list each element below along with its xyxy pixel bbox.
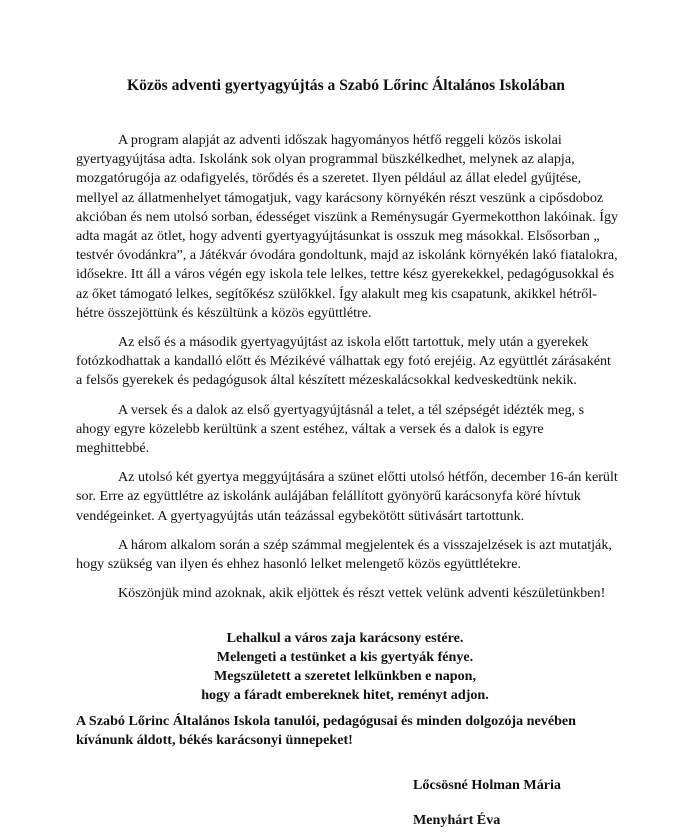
paragraph-first-candles: Az első és a második gyertyagyújtást az iskola előtt tartottuk, mely után a gyerekek fotózkodhattak a kandalló előtt és Mézikévé válhattak egy fotó erejéig. Az együttlét zárásaként a felsős gyerekek és pedagógusok által készített mézeskalácsokkal kedveskedtünk nekik. <box>76 334 611 389</box>
paragraph-poems-songs: A versek és a dalok az első gyertyagyújtásnál a telet, a tél szépségét idézték meg, s ahogy egyre közelebb kerültünk a szent estéhez, váltak a versek és a dalok is egyre meghittebbé. <box>76 401 585 457</box>
poem-line: hogy a fáradt embereknek hitet, reményt adjon. <box>201 687 489 703</box>
document-body <box>76 131 620 613</box>
paragraph-thanks: Köszönjük mind azoknak, akik eljöttek és részt vettek velünk adventi készületünkben! <box>118 585 606 602</box>
paragraph-last-candles: Az utolsó két gyertya meggyújtására a szünet előtti utolsó hétfőn, december 16-án került sor. Erre az együttlétre az iskolánk aulájában felállított gyönyörű karácsonyfa köré hívtuk vendégeinket. A gyertyagyújtás után teázással egybekötött sütivásárt tartottunk. <box>76 469 618 524</box>
document-title: Közös adventi gyertyagyújtás a Szabó Lőrinc Általános Iskolában <box>127 77 565 94</box>
paragraph-feedback: A három alkalom során a szép számmal megjelentek és a visszajelzések is azt mutatják, hogy szükség van ilyen és ehhez hasonló lelket melengető közös együttlétekre. <box>76 536 612 573</box>
poem-line: Megszületett a szeretet lelkünkben e napon, <box>213 668 476 684</box>
signature-author-1: Lőcsösné Holman Mária <box>413 777 561 793</box>
signature-author-2: Menyhárt Éva <box>413 812 501 828</box>
poem-line: Melengeti a testünket a kis gyertyák fénye. <box>216 649 474 665</box>
paragraph-intro: A program alapját az adventi időszak hagyományos hétfő reggeli közös iskolai gyertyagyújtása adta. Iskolánk sok olyan programmal büszkélkedhet, melynek az alapja, mozgatórugója az odafigyelés, törődés és a szeretet. Ilyen például az állat eledel gyűjtése, mellyel az állatmenhelyet támogatjuk, vagy karácsony környékén részt veszünk a cipősdoboz akcióban és nem utolsó sorban, édességet viszünk a Reménysugár Gyermekotthon lakóinak. Így adta magát az ötlet, hogy adventi gyertyagyújtásunkat is osszuk meg másokkal. Elsősorban „ testvér óvodánkra”, a Játékvár óvodára gondoltunk, majd az iskolánk környékén lakó fiatalokra, idősekre. Itt áll a város végén egy iskola tele lelkes, tettre kész gyerekekkel, pedagógusokkal és az őket támogató lelkes, segítőkész szülőkkel. Így alakult meg kis csapatunk, akikkel hétről-hétre összejöttünk és készültünk a közös együttlétre. <box>76 132 619 321</box>
poem-block <box>150 629 540 705</box>
holiday-wishes: A Szabó Lőrinc Általános Iskola tanulói, pedagógusai és minden dolgozója nevében kívánunk áldott, békés karácsonyi ünnepeket! <box>76 713 577 748</box>
poem-line: Lehalkul a város zaja karácsony estére. <box>226 630 464 646</box>
